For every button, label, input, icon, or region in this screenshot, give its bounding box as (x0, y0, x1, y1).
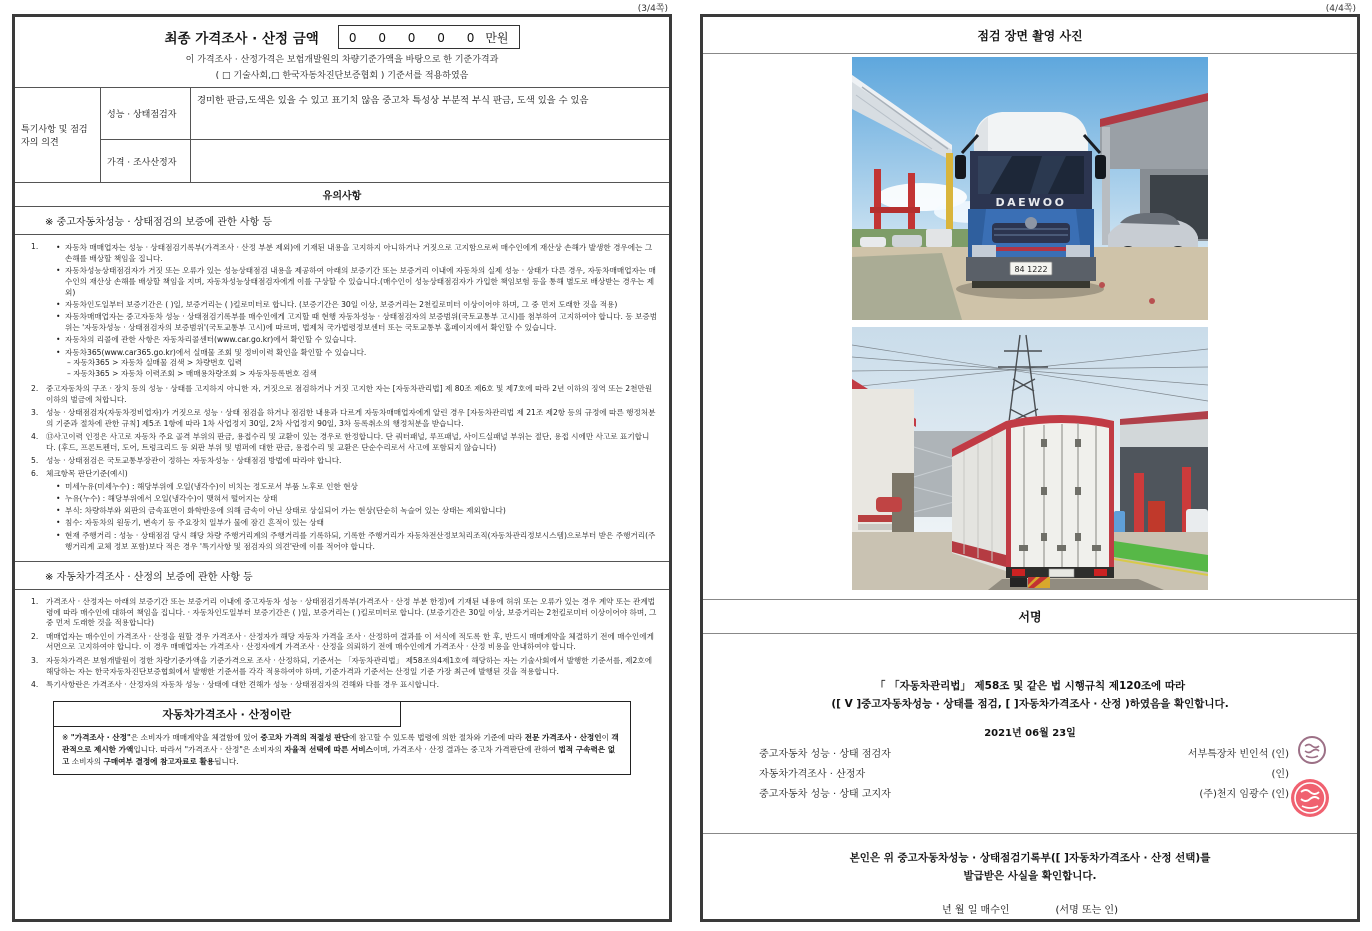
signature-section-title: 서명 (703, 599, 1357, 634)
price-standard-checkboxes: ( □ 기술사회,□ 한국자동차진단보증협회 ) 기준서를 적용하였음 (215, 71, 469, 81)
final-price-section (15, 17, 669, 88)
notifier-seal-icon (1289, 777, 1331, 819)
price-definition-text: ※ "가격조사 · 산정"은 소비자가 매매계약을 체결함에 있어 중고차 가격의 적절성 판단에 참고할 수 있도록 법령에 의한 절차와 기준에 따라 전문 가격조사 · 산정인이 객관적으로 제시한 가액입니다. 따라서 "가격조사 · 산정"은 소비자의 자율적 선택에 따른 서비스이며, 가격조사 · 산정 결과는 중고차 가격판단에 관하여 법적 구속력은 없고 소비자의 구매여부 결정에 참고자료로 활용됩니다. (62, 733, 619, 766)
amount-digits: 0 0 0 0 0 (348, 31, 484, 45)
buyer-confirmation-line1: 본인은 위 중고자동차성능 · 상태점검기록부([ ]자동차가격조사 · 산정 선택)를 (849, 851, 1211, 864)
remarks-value-inspector: 경미한 판금,도색은 있을 수 있고 표기치 않음 중고차 특성상 부분적 부식 판금, 도색 있을 수 있음 (191, 88, 669, 140)
notice-list-1 (15, 235, 669, 558)
price-basis-line: 이 가격조사 · 산정가격은 보험개발원의 차량기준가액을 바탕으로 한 기준가격과 (185, 55, 499, 65)
notice-list-2 (15, 590, 669, 695)
truck-brand-text: DAEWOO (995, 196, 1067, 209)
notice-item: 5. 성능 · 상태점검은 국토교통부장관이 정하는 자동차성능 · 상태점검 방법에 따라야 합니다. (31, 456, 342, 466)
page-number-left: (3/4쪽) (637, 4, 668, 14)
notice-title: 유의사항 (15, 183, 669, 207)
notice-item: 4. 특기사항란은 가격조사 · 산정자의 자동차 성능 · 상태에 대한 견해가 성능 · 상태점검자의 견해와 다를 경우 표시합니다. (31, 679, 440, 689)
notice-item: 2. 매매업자는 매수인이 가격조사 · 산정을 원할 경우 가격조사 · 산정자가 해당 자동차 가격을 조사 · 산정하여 결과를 이 서식에 적도록 한 후, 반드시 매매계약을 체결하기 전에 매수인에게 서면으로 고지하여야 합니다. 이 경우 매매업자는 가격조사 · 산정자에게 가격조사 · 산정을 의뢰하기 전에 매수인에게 가격조사 · 산정 비용을 안내하여야 합니다. (31, 631, 654, 652)
signer-row-appraiser (759, 763, 1301, 783)
notice-item: 1. • 자동차 매매업자는 성능 · 상태점검기록부(가격조사 · 산정 부분 제외)에 기재된 내용을 고지하지 아니하거나 거짓으로 고지함으로써 매수인에게 재산상 손해가 발생한 경우에는 그 손해를 배상할 책임을 집니다. • 자동차성능상태점검자가 거짓 또는 오류가 있는 성능상태점검 내용을 제공하여 아래의 보증기간 또는 보증거리 이내에 자동차의 실제 성능 · 상태가 다른 경우, 자동차매매업자는 매수인의 재산상 손해를 배상할 책임을 지며, 자동차성능상태점검자에게 이를 구상할 수 있습니다.(매수인이 성능상태점검자가 가입한 책임보험 등을 통해 별도로 배상받는 경우는 제외) • 자동차인도일부터 보증기간은 ( )일, 보증거리는 ( )킬로미터로 합니다. (보증기간은 30일 이상, 보증거리는 2천킬로미터 이상이어야 하며, 그 중 먼저 도래한 것을 적용) • 자동차매매업자는 중고자동차 성능 · 상태점검기록부를 매수인에게 고지할 때 현행 자동차성능 · 상태점검자의 보증범위(국토교통부 고시)를 첨부하여 고지하여야 합니다. 동 보증범위는 '자동차성능 · 상태점검자의 보증범위'(국토교통부 고시)에 따르며, 법제처 국가법령정보센터 또는 국토교통부 홈페이지에서 확인할 수 있습니다. • 자동차의 리콜에 관한 사항은 자동차리콜센터(www.car.go.kr)에서 확인할 수 있습니다. • 자동차365(www.car365.go.kr)에서 실매물 조회 및 정비이력 확인을 확인할 수 있습니다. – 자동차365 > 자동차 실매물 검색 > 차량번호 입력 – 자동차365 > 자동차 이력조회 > 매매용차량조회 > 자동차등록번호 검색 (31, 241, 658, 379)
buyer-confirmation (703, 833, 1357, 886)
photos-section-title: 점검 장면 촬영 사진 (703, 17, 1357, 54)
remarks-label-inspector: 성능 · 상태점검자 (101, 88, 191, 140)
notice-item: 3. 성능 · 상태점검자(자동차정비업자)가 거짓으로 성능 · 상태 점검을 하거나 점검한 내용과 다르게 자동차매매업자에게 알린 경우 [자동차관리법 제 21조 제2항 등의 규정에 따른 행정처분의 기준과 절차에 관한 규칙] 제5조 1항에 따라 1차 사업정지 30일, 2차 사업정지 90일, 3차 등록취소의 행정처분을 받습니다. (31, 407, 656, 428)
price-definition-box (53, 701, 631, 775)
buyer-signature-line (703, 901, 1357, 916)
buyer-date-fields: 년 월 일 매수인 (942, 905, 1010, 917)
page-number-right: (4/4쪽) (1325, 4, 1356, 14)
law-statement (703, 678, 1357, 714)
buyer-sign-or-seal: (서명 또는 인) (1055, 905, 1118, 917)
notice-item: 3. 자동차가격은 보험개발원이 정한 차량기준가액을 기준가격으로 조사 · 산정하되, 기준서는 「자동차관리법」 제58조의4제1호에 해당하는 자는 기술사회에서 발행한 기준서를, 제2호에 해당하는 자는 한국자동차진단보증협회에서 발행한 기준서를 각각 적용하여야 하며, 기준가격과 기준서는 산정일 기준 가장 최근에 발행된 것을 적용합니다. (31, 655, 653, 676)
price-definition-title: 자동차가격조사 · 산정이란 (54, 702, 401, 727)
notice-item: 6. 체크항목 판단기준(예시) • 미세누유(미세누수) : 해당부위에 오일(냉각수)이 비치는 정도로서 부품 노후로 인한 현상 • 누유(누수) : 해당부위에서 오일(냉각수)이 맺혀서 떨어지는 상태 • 부식: 차량하부와 외판의 금속표면이 화학반응에 의해 금속이 아닌 상태로 상실되어 가는 현상(단순히 녹슬어 있는 상태는 제외합니다) • 침수: 자동차의 원동기, 변속기 등 주요장치 일부가 물에 잠긴 흔적이 있는 상태 • 현재 주행거리 : 성능 · 상태점검 당시 해당 차량 주행거리계의 주행거리를 기록하되, 기록한 주행거리가 자동차전산정보처리조직(자동차관리정보시스템)으로부터 받은 주행거리(주행거리계 교체 정보 포함)보다 적은 경우 '특기사항 및 점검자의 의견'란에 이를 적어야 합니다. (31, 469, 656, 551)
inspection-photo-rear (852, 327, 1208, 590)
remarks-label-appraiser: 가격 · 조사산정자 (101, 140, 191, 182)
buyer-confirmation-line2: 발급받은 사실을 확인합니다. (963, 869, 1097, 882)
page-3 (12, 14, 672, 922)
remarks-row-header: 특기사항 및 점검자의 의견 (15, 88, 101, 182)
remarks-value-appraiser (191, 140, 669, 182)
amount-unit: 만원 (485, 31, 509, 45)
signer-row-inspector (759, 743, 1301, 763)
signer-name: 서부특장차 빈인석 (인) (1187, 749, 1289, 761)
final-price-title: 최종 가격조사 · 산정 금액 (164, 31, 319, 47)
signer-role: 자동차가격조사 · 산정자 (759, 769, 866, 781)
signature-date: 2021년 06월 23일 (984, 727, 1076, 739)
truck-license-plate: 84 1222 (1014, 265, 1048, 274)
inspector-seal-icon (1297, 735, 1327, 765)
law-statement-line1: 「 「자동차관리법」 제58조 및 같은 법 시행규칙 제120조에 따라 (874, 680, 1186, 692)
signer-rows (759, 743, 1301, 803)
law-statement-line2: ([ V ]중고자동차성능 · 상태를 점검, [ ]자동차가격조사 · 산정 )하였음을 확인합니다. (831, 697, 1229, 710)
signer-role: 중고자동차 성능 · 상태 고지자 (759, 789, 891, 801)
section2-title: ※ 자동차가격조사 · 산정의 보증에 관한 사항 등 (15, 561, 669, 590)
signer-name: (인) (1271, 769, 1289, 781)
remarks-table (15, 88, 669, 183)
page-4 (700, 14, 1360, 922)
final-price-amount-box (338, 25, 520, 49)
signer-row-notifier (759, 783, 1301, 803)
notice-item: 4. ⑬사고이력 인정은 사고로 자동차 주요 골격 부위의 판금, 용접수리 및 교환이 있는 경우로 한정합니다. 단 쿼터패널, 루프패널, 사이드실패널 부위는 절단, 용접 시에만 사고로 표기합니다. (후드, 프론트펜더, 도어, 트렁크리드 등 외판 부위 및 범퍼에 대한 판금, 용접수리 및 교환은 단순수리로서 사고에 포함되지 않습니다) (31, 432, 650, 452)
signer-name: (주)천지 임광수 (인) (1199, 789, 1289, 801)
notice-item: 2. 중고자동차의 구조 · 장치 등의 성능 · 상태를 고지하지 아니한 자, 거짓으로 점검하거나 거짓 고지한 자는 [자동차관리법] 제 80조 제6호 및 제7호에 따라 2년 이하의 징역 또는 2천만원 이하의 벌금에 처합니다. (31, 383, 653, 404)
signer-role: 중고자동차 성능 · 상태 점검자 (759, 749, 891, 761)
inspection-photo-front (852, 57, 1208, 320)
section1-title: ※ 중고자동차성능 · 상태점검의 보증에 관한 사항 등 (15, 207, 669, 235)
notice-item: 1. 가격조사 · 산정자는 아래의 보증기간 또는 보증거리 이내에 중고자동차 성능 · 상태점검기록부(가격조사 · 산정 부분 한정)에 기재된 내용에 허위 또는 오류가 있는 경우 계약 또는 관계법령에 따라 매수인에 대하여 책임을 집니다. · 자동차인도일부터 보증기간은 ( )일, 보증거리는 ( )킬로미터로 합니다. (보증기간은 30일 이상, 보증거리는 2천킬로미터 이상이어야 하며, 그 중 먼저 도래한 것을 적용합니다) (31, 596, 657, 628)
